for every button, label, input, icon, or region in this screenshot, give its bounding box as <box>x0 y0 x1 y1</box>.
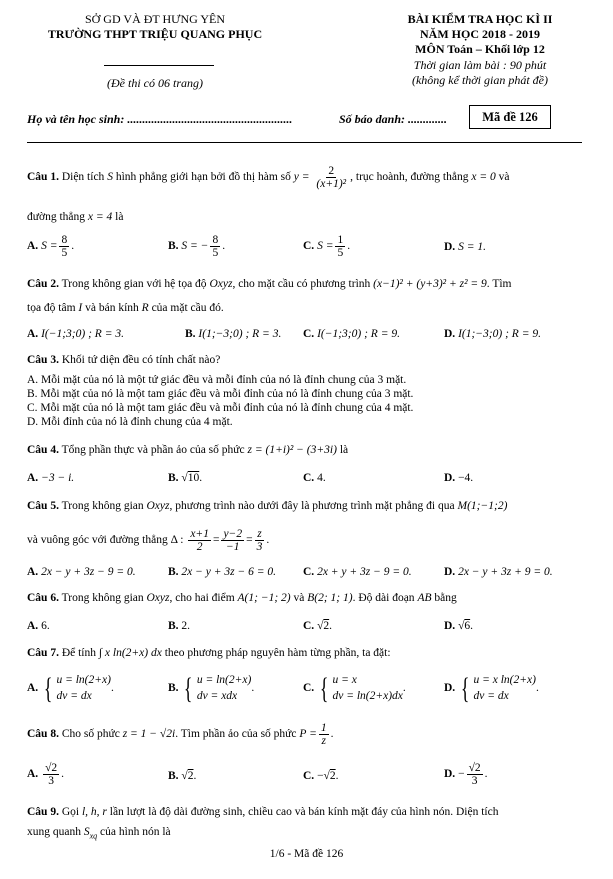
question-2 <box>27 276 587 293</box>
q1-option-b[interactable]: B. S = − $\frac{8}{5}$ . <box>168 234 226 260</box>
q7-a-dv: dv = dx <box>56 689 92 702</box>
q5-f2-num: y−2 <box>223 528 243 540</box>
q1-c-num: 1 <box>337 234 344 246</box>
q8-text-a: Cho số phức <box>61 728 120 741</box>
q1-a-frac <box>59 234 69 259</box>
q8-p-frac <box>319 722 329 747</box>
q7-integral: ∫ x ln(2+x) dx <box>98 647 162 659</box>
q5-option-b[interactable] <box>168 566 276 578</box>
q8-c-label: C. <box>303 770 315 782</box>
q5-text-a: Trong không gian <box>61 500 144 512</box>
q2-b-label: B. <box>185 328 196 340</box>
q4-b-sqrt: √ <box>181 472 188 484</box>
q3-option-a[interactable]: A. Mỗi mặt của nó là một tứ giác đều và mỗi đỉnh của nó là đỉnh chung của 3 mặt. <box>27 374 407 386</box>
q6-text-a: Trong không gian <box>61 592 144 604</box>
question-9 <box>27 804 587 821</box>
q6-text-e: bằng <box>434 592 457 604</box>
q7-d-u: u = x ln(2+x) <box>473 674 536 686</box>
q5-option-c[interactable] <box>303 566 412 578</box>
q6-d-label: D. <box>444 620 456 632</box>
q4-a-text: −3 − i. <box>41 472 75 484</box>
q2-c-text: I(−1;3;0) ; R = 9. <box>317 328 400 340</box>
q5-option-a[interactable] <box>27 566 136 578</box>
q8-p-num: 1 <box>320 722 327 734</box>
q8-option-b[interactable] <box>168 770 196 782</box>
q5-f3-den: 3 <box>256 541 263 554</box>
q1-func-den: (x+1)² <box>316 178 347 191</box>
q8-b-post: . <box>193 770 197 782</box>
q3-option-d[interactable]: D. Mỗi đỉnh của nó là đỉnh chung của 4 mặt. <box>27 416 233 428</box>
q4-option-c[interactable] <box>303 472 326 484</box>
q5-frac-z <box>255 528 265 553</box>
q5-text-c: và vuông góc với đường thẳng <box>27 534 168 547</box>
q7-a-u: u = ln(2+x) <box>56 674 111 686</box>
q5-c-text: 2x + y + 3z − 9 = 0. <box>317 566 412 578</box>
q1-a-label: A. <box>27 240 39 253</box>
q8-option-c[interactable] <box>303 770 339 782</box>
question-2-cont <box>27 300 587 317</box>
q6-c-sqrt: √ <box>317 620 324 632</box>
q6-d-post: . <box>470 620 473 632</box>
q2-var-i: I <box>78 302 83 314</box>
q1-c-label: C. <box>303 240 315 253</box>
q9-text-c: xung quanh <box>27 826 81 838</box>
q4-c-label: C. <box>303 472 315 484</box>
q7-text-a: Để tính <box>61 647 97 659</box>
q1-a-pre: S = <box>41 240 58 253</box>
q4-b-label: B. <box>168 472 179 484</box>
q2-option-b[interactable] <box>185 328 281 340</box>
q5-c-label: C. <box>303 566 315 578</box>
q2-option-c[interactable] <box>303 328 400 340</box>
subject: MÔN Toán – Khối lớp 12 <box>415 42 545 56</box>
q4-eq: z = (1+i)² − (3+3i) <box>247 444 337 456</box>
question-4 <box>27 442 587 459</box>
student-name-field: Họ và tên học sinh: ....................................................... <box>27 112 293 126</box>
q7-a-label: A. <box>27 682 39 695</box>
duration-note: (không kể thời gian phát đề) <box>411 73 549 87</box>
q8-label: Câu 8. <box>27 728 59 741</box>
q1-text-d: và <box>498 171 510 184</box>
q6-sys: Oxyz <box>146 592 170 604</box>
q6-label: Câu 6. <box>27 592 59 604</box>
q4-a-label: A. <box>27 472 39 484</box>
q4-c-text: 4. <box>317 472 326 484</box>
q6-c-post: . <box>329 620 332 632</box>
q6-text-c: và <box>293 592 305 604</box>
q4-d-text: −4. <box>458 472 474 484</box>
pages-note: (Đề thi có 06 trang) <box>107 76 203 90</box>
q2-label: Câu 2. <box>27 278 59 290</box>
q4-option-b[interactable] <box>168 472 202 484</box>
q1-b-num: 8 <box>212 234 219 246</box>
q5-label: Câu 5. <box>27 500 59 512</box>
q4-option-d[interactable] <box>444 472 473 484</box>
q8-text-b: . Tìm phần ảo của số phức <box>175 728 297 741</box>
q5-delta: Δ : <box>170 534 184 547</box>
q4-option-a[interactable] <box>27 472 74 484</box>
q7-c-label: C. <box>303 682 315 695</box>
q5-b-label: B. <box>168 566 179 578</box>
info-divider <box>27 142 582 143</box>
q8-d-pre: − <box>458 768 465 781</box>
question-1 <box>27 165 587 190</box>
q8-a-label: A. <box>27 768 39 781</box>
q5-f2-den: −1 <box>226 541 240 554</box>
q2-d-text: I(1;−3;0) ; R = 9. <box>458 328 541 340</box>
q1-d-val: S = 1. <box>458 241 486 253</box>
q1-text-c: , trục hoành, đường thẳng <box>350 171 469 184</box>
q5-a-label: A. <box>27 566 39 578</box>
q2-eq: (x−1)² + (y+3)² + z² = 9 <box>373 278 487 290</box>
q1-option-d[interactable] <box>444 241 486 253</box>
question-3 <box>27 352 587 369</box>
q1-eq2: x = 4 <box>87 211 113 223</box>
q7-option-a[interactable]: A. { u = ln(2+x) dv = dx . <box>27 671 114 705</box>
q1-b-frac <box>210 234 220 259</box>
q5-f1-den: 2 <box>196 541 203 554</box>
q3-option-c[interactable]: C. Mỗi mặt của nó là một tam giác đều và mỗi đỉnh của nó là đỉnh chung của 4 mặt. <box>27 402 414 414</box>
q8-d-label: D. <box>444 768 456 781</box>
q7-option-b[interactable]: B. { u = ln(2+x) dv = xdx . <box>168 671 255 705</box>
department-name: SỞ GD VÀ ĐT HƯNG YÊN <box>84 12 226 26</box>
q9-vars: l, h, r <box>81 806 107 818</box>
q6-option-c[interactable] <box>303 620 332 632</box>
q8-a-den: 3 <box>48 775 54 788</box>
q1-c-frac <box>335 234 345 259</box>
q1-text-f: là <box>115 211 124 223</box>
q7-option-d[interactable]: D. { u = x ln(2+x) dv = dx . <box>444 671 539 705</box>
q6-point-a: A(1; −1; 2) <box>237 592 291 604</box>
q1-b-den: 5 <box>212 247 219 260</box>
exam-code-box: Mã đề 126 <box>469 105 551 129</box>
q4-b-post: . <box>199 472 203 484</box>
q7-b-label: B. <box>168 682 179 695</box>
q5-d-text: 2x − y + 3z + 9 = 0. <box>458 566 553 578</box>
q5-point: M(1;−1;2) <box>457 500 508 512</box>
q2-text-f: của mặt cầu đó. <box>151 302 224 314</box>
q8-c-sqrt: −√ <box>317 770 330 782</box>
q6-a-text: 6. <box>41 620 50 632</box>
q6-segment: AB <box>417 592 432 604</box>
q2-c-label: C. <box>303 328 315 340</box>
exam-title: BÀI KIỂM TRA HỌC KÌ II <box>407 12 553 26</box>
q2-option-d[interactable] <box>444 328 541 340</box>
q5-a-text: 2x − y + 3z − 9 = 0. <box>41 566 136 578</box>
q6-point-b: B(2; 1; 1) <box>307 592 353 604</box>
q2-sys: Oxyz <box>209 278 233 290</box>
q8-p-den: z <box>321 735 326 748</box>
q7-b-dv: dv = xdx <box>196 689 238 702</box>
q2-b-text: I(1;−3;0) ; R = 3. <box>198 328 282 340</box>
q2-text-b: , cho mặt cầu có phương trình <box>232 278 371 290</box>
q2-text-c: . Tìm <box>486 278 512 290</box>
q1-option-c[interactable]: C. S = $\frac{1}{5}$ . <box>303 234 351 260</box>
q2-option-a[interactable] <box>27 328 124 340</box>
question-8: Câu 8. Cho số phức z = 1 − √2i. Tìm phần ảo của số phức P = $\frac{1}{z}$ . <box>27 722 334 748</box>
q6-option-a[interactable] <box>27 620 50 632</box>
q5-f3-num: z <box>257 528 262 540</box>
q3-label: Câu 3. <box>27 354 59 366</box>
q6-b-text: 2. <box>181 620 191 632</box>
q8-c-post: . <box>335 770 339 782</box>
q6-option-b[interactable] <box>168 620 190 632</box>
q7-d-label: D. <box>444 682 456 695</box>
q5-d-label: D. <box>444 566 456 578</box>
q2-a-label: A. <box>27 328 39 340</box>
question-6 <box>27 590 587 607</box>
q7-c-u: u = x <box>332 674 357 686</box>
q4-text-b: là <box>339 444 349 456</box>
q8-b-radicand: 2 <box>187 770 194 782</box>
q7-d-dv: dv = dx <box>473 689 509 702</box>
q4-label: Câu 4. <box>27 444 59 456</box>
q4-text-a: Tổng phần thực và phần ảo của số phức <box>61 444 245 456</box>
q8-b-label: B. <box>168 770 179 782</box>
q9-label: Câu 9. <box>27 806 59 818</box>
q9-sxq: S <box>83 826 90 838</box>
q2-a-text: I(−1;3;0) ; R = 3. <box>41 328 124 340</box>
q8-option-a[interactable]: A. $\frac{√2}{3}$ . <box>27 762 64 788</box>
q5-b-text: 2x − y + 3z − 6 = 0. <box>181 566 277 578</box>
q1-func-fraction <box>314 165 348 190</box>
q6-d-radicand: 6 <box>464 620 471 632</box>
q1-b-pre: S = − <box>181 240 209 253</box>
student-id-field: Số báo danh: ............. <box>339 112 448 126</box>
q6-c-label: C. <box>303 620 315 632</box>
q5-text-b: , phương trình nào dưới đây là phương trình mặt phẳng đi qua <box>169 500 455 512</box>
q8-d-den: 3 <box>471 775 478 788</box>
q6-c-radicand: 2 <box>323 620 330 632</box>
q6-text-d: . Độ dài đoạn <box>352 592 415 604</box>
q4-d-label: D. <box>444 472 456 484</box>
question-5-cont: và vuông góc với đường thẳng Δ : $\frac{x+1}{2}$ = $\frac{y-2}{-1}$ = $\frac{z}{3}$ . <box>27 528 270 554</box>
q1-eq1: x = 0 <box>471 171 496 184</box>
q8-p-pre: P = <box>299 728 317 741</box>
q1-text: Diện tích <box>61 171 105 184</box>
q7-b-u: u = ln(2+x) <box>196 674 252 686</box>
q3-option-b[interactable]: B. Mỗi mặt của nó là một tam giác đều và mỗi đỉnh của nó là đỉnh chung của 3 mặt. <box>27 388 414 400</box>
q6-d-sqrt: √ <box>458 620 465 632</box>
q7-c-system: { u = x dv = ln(2+x)dx <box>319 671 403 705</box>
q7-a-system: { u = ln(2+x) dv = dx <box>43 671 111 705</box>
q7-b-system: { u = ln(2+x) dv = xdx <box>184 671 252 705</box>
q1-a-num: 8 <box>61 234 68 246</box>
school-name: TRƯỜNG THPT TRIỆU QUANG PHỤC <box>47 27 263 41</box>
header-divider-left <box>104 65 214 66</box>
q9-sxq-sub: xq <box>89 831 98 841</box>
q7-label: Câu 7. <box>27 647 59 659</box>
q5-frac-x <box>188 528 211 553</box>
q1-a-den: 5 <box>61 247 68 260</box>
q7-c-dv: dv = ln(2+x)dx <box>332 689 403 702</box>
q4-b-radicand: 10 <box>187 472 200 484</box>
q1-text-b: hình phẳng giới hạn bởi đồ thị hàm số <box>115 171 291 184</box>
q2-var-r: R <box>141 302 149 314</box>
q2-text-e: và bán kính <box>85 302 139 314</box>
school-year: NĂM HỌC 2018 - 2019 <box>420 27 540 41</box>
q7-text-b: theo phương pháp nguyên hàm từng phần, ta đặt: <box>164 647 391 659</box>
q1-text-e: đường thẳng <box>27 211 85 223</box>
q1-d-label: D. <box>444 241 456 253</box>
q8-eq: z = 1 − √2i <box>122 728 176 741</box>
q2-text-a: Trong không gian với hệ tọa độ <box>61 278 207 290</box>
q1-option-a[interactable]: A. S = $\frac{8}{5}$ . <box>27 234 75 260</box>
q8-option-d[interactable]: D. − $\frac{√2}{3}$ . <box>444 762 488 788</box>
q7-d-system: { u = x ln(2+x) dv = dx <box>460 671 536 705</box>
q5-option-d[interactable] <box>444 566 553 578</box>
q8-b-sqrt: √ <box>181 770 188 782</box>
question-5 <box>27 498 587 515</box>
question-7 <box>27 645 587 662</box>
q1-var: S <box>107 171 113 184</box>
q8-a-frac <box>43 762 59 787</box>
q6-a-label: A. <box>27 620 39 632</box>
q5-frac-y <box>221 528 244 553</box>
q8-d-num: √2 <box>468 762 481 774</box>
q8-d-frac <box>467 762 483 787</box>
q1-func-lhs: y = <box>293 171 310 184</box>
q8-c-radicand: 2 <box>329 770 336 782</box>
q6-text-b: , cho hai điểm <box>169 592 235 604</box>
q5-sys: Oxyz <box>146 500 170 512</box>
question-1-cont <box>27 209 587 226</box>
q9-text-b: lần lượt là độ dài đường sinh, chiều cao và bán kính mặt đáy của hình nón. Diện tích <box>109 806 499 818</box>
q3-text: Khối tứ diện đều có tính chất nào? <box>61 354 221 366</box>
q5-f1-num: x+1 <box>190 528 209 540</box>
question-9-cont <box>27 824 587 842</box>
q1-func-num: 2 <box>328 165 335 177</box>
q1-c-den: 5 <box>337 247 344 260</box>
q1-label: Câu 1. <box>27 171 59 184</box>
q7-option-c[interactable]: C. { u = x dv = ln(2+x)dx . <box>303 671 406 705</box>
q9-text-a: Gọi <box>61 806 80 818</box>
q1-b-label: B. <box>168 240 179 253</box>
duration: Thời gian làm bài : 90 phút <box>413 58 547 72</box>
q6-b-label: B. <box>168 620 179 632</box>
q2-text-d: tọa độ tâm <box>27 302 76 314</box>
page-footer: 1/6 - Mã đề 126 <box>269 848 344 860</box>
q2-d-label: D. <box>444 328 456 340</box>
q6-option-d[interactable] <box>444 620 473 632</box>
q9-text-d: của hình nón là <box>100 826 171 838</box>
q8-a-num: √2 <box>45 762 58 774</box>
q1-c-pre: S = <box>317 240 334 253</box>
